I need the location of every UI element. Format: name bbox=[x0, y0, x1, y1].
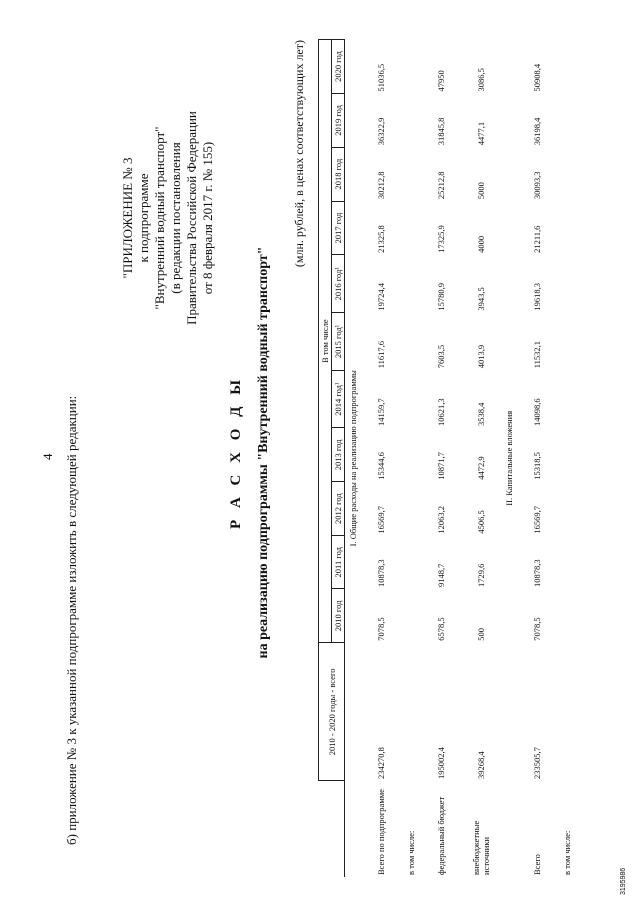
section-title: II. Капитальные вложения bbox=[504, 410, 514, 506]
row-label: федеральный бюджет bbox=[436, 796, 446, 875]
year-header: 2010 год bbox=[332, 589, 345, 643]
section-row bbox=[501, 40, 517, 878]
table-cell: 12063,2 bbox=[436, 505, 446, 534]
table-cell: 31845,8 bbox=[436, 117, 446, 146]
table-cell: 4477,1 bbox=[476, 121, 486, 146]
table-cell: 4000 bbox=[476, 235, 486, 253]
document-subtitle: на реализацию подпрограммы "Внутренний водный транспорт" bbox=[256, 246, 271, 659]
table-cell: 11532,1 bbox=[532, 340, 542, 369]
table-cell: 36322,9 bbox=[376, 117, 386, 146]
table-cell: 1729,6 bbox=[476, 563, 486, 587]
table-cell: 51036,5 bbox=[376, 63, 386, 92]
year-header: 2014 год¹ bbox=[332, 370, 345, 428]
table-cell: 6578,5 bbox=[436, 617, 446, 641]
year-header: 2012 год bbox=[332, 482, 345, 536]
table-cell: 7078,5 bbox=[376, 617, 386, 641]
cell-total: 234270,8 bbox=[376, 747, 386, 779]
table-cell: 14098,6 bbox=[532, 398, 542, 426]
units-note: (млн. рублей, в ценах соответствующих лет) bbox=[292, 40, 306, 268]
table-cell: 7603,5 bbox=[436, 344, 446, 369]
table-cell: 11617,6 bbox=[376, 340, 386, 369]
document-title: Р А С Х О Д Ы bbox=[228, 376, 244, 529]
table-cell: 7078,5 bbox=[532, 617, 542, 641]
table-cell: 17325,9 bbox=[436, 225, 446, 253]
appendix-line: (в редакции постановления bbox=[168, 142, 183, 294]
row-label: Всего по подпрограмме bbox=[376, 789, 386, 875]
page-number: 4 bbox=[40, 453, 55, 460]
table-cell: 500 bbox=[476, 628, 486, 641]
row-label: в том числе: bbox=[562, 830, 572, 875]
table-cell: 3943,5 bbox=[476, 287, 486, 311]
cell-total: 195002,4 bbox=[436, 747, 446, 779]
table-cell: 21211,6 bbox=[532, 225, 542, 253]
appendix-line: от 8 февраля 2017 г. № 155) bbox=[200, 141, 215, 295]
table-cell: 36198,4 bbox=[532, 117, 542, 146]
year-header: 2013 год bbox=[332, 428, 345, 482]
table-row bbox=[461, 40, 501, 878]
section-row bbox=[345, 40, 362, 878]
header-total: 2010 - 2020 годы - всего bbox=[319, 643, 345, 781]
intro-text: б) приложение № 3 к указанной подпрограмме изложить в следующей редакции: bbox=[64, 395, 79, 845]
table-cell: 10878,3 bbox=[532, 559, 542, 587]
appendix-line: Правительства Российской Федерации bbox=[184, 111, 199, 325]
cell-total: 233505,7 bbox=[532, 747, 542, 779]
table-cell: 10871,7 bbox=[436, 452, 446, 480]
table-cell: 47950 bbox=[436, 70, 446, 92]
header-incl: В том числе bbox=[319, 40, 332, 643]
year-header: 2016 год¹ bbox=[332, 255, 345, 313]
table-cell: 10878,3 bbox=[376, 559, 386, 587]
table-cell: 19724,4 bbox=[376, 282, 386, 311]
table-cell: 5000 bbox=[476, 182, 486, 200]
document-number: 3195986 bbox=[620, 867, 627, 895]
table-cell: 4013,9 bbox=[476, 344, 486, 369]
row-label: внебюджетные источники bbox=[471, 820, 491, 875]
table-row bbox=[517, 40, 557, 878]
table-cell: 19618,3 bbox=[532, 282, 542, 311]
table-cell: 3538,4 bbox=[476, 402, 486, 426]
year-header: 2011 год bbox=[332, 536, 345, 589]
cell-total: 39268,4 bbox=[476, 751, 486, 779]
table-cell: 14159,7 bbox=[376, 398, 386, 426]
table-row bbox=[421, 40, 461, 878]
table-cell: 21325,8 bbox=[376, 225, 386, 253]
row-label: Всего bbox=[532, 854, 542, 875]
table-cell: 15780,9 bbox=[436, 282, 446, 311]
appendix-line: к подпрограмме bbox=[136, 173, 151, 263]
table-cell: 4506,5 bbox=[476, 510, 486, 534]
table-cell: 15344,6 bbox=[376, 452, 386, 480]
year-header: 2015 год¹ bbox=[332, 313, 345, 371]
table-cell: 3086,5 bbox=[476, 68, 486, 92]
table-row bbox=[361, 40, 401, 878]
empty-cell bbox=[557, 40, 577, 782]
year-header: 2018 год bbox=[332, 147, 345, 201]
empty-cell bbox=[401, 40, 421, 782]
table-cell: 4472,9 bbox=[476, 456, 486, 480]
year-header: 2017 год bbox=[332, 201, 345, 255]
year-header: 2019 год bbox=[332, 93, 345, 147]
row-label: в том числе: bbox=[406, 830, 416, 875]
expenses-table bbox=[318, 39, 577, 877]
table-cell: 25212,8 bbox=[436, 171, 446, 200]
table-row bbox=[401, 40, 421, 878]
table-cell: 50908,4 bbox=[532, 63, 542, 92]
blank-header bbox=[319, 781, 345, 877]
year-header: 2020 год bbox=[332, 40, 345, 94]
table-body bbox=[345, 40, 578, 878]
appendix-line: "Внутренний водный транспорт" bbox=[152, 126, 167, 310]
appendix-heading bbox=[120, 68, 216, 368]
table-cell: 10621,3 bbox=[436, 398, 446, 426]
table-cell: 9148,7 bbox=[436, 563, 446, 587]
section-title: I. Общие расходы на реализацию подпрограммы bbox=[348, 370, 358, 547]
table-cell: 16569,7 bbox=[532, 505, 542, 534]
table-cell: 15318,5 bbox=[532, 452, 542, 480]
appendix-line: "ПРИЛОЖЕНИЕ № 3 bbox=[120, 157, 135, 279]
table-cell: 30093,3 bbox=[532, 171, 542, 200]
table-row bbox=[557, 40, 577, 878]
table-cell: 16569,7 bbox=[376, 505, 386, 534]
table-cell: 30212,8 bbox=[376, 171, 386, 200]
